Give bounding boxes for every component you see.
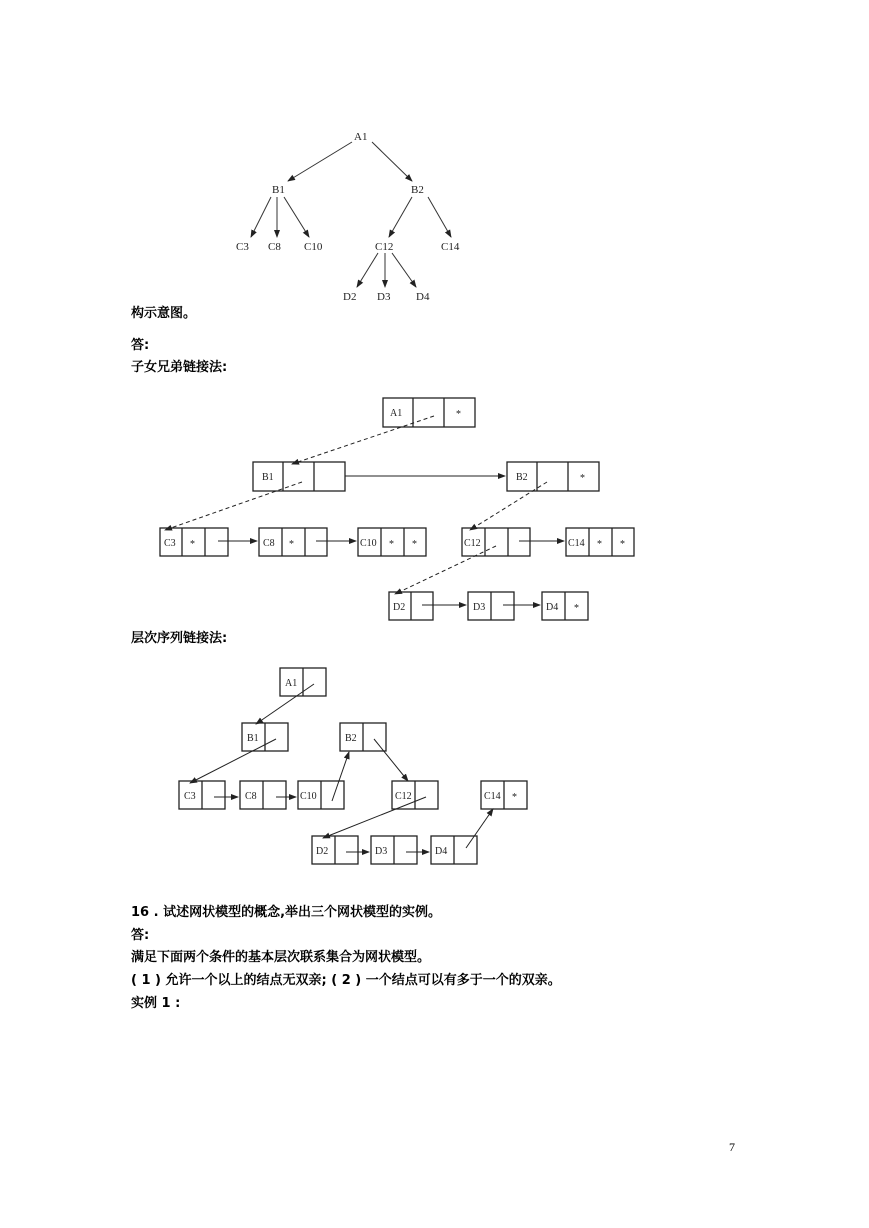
cs-null-mark: * <box>389 539 394 550</box>
network-model-conditions: ( 1 ) 允许一个以上的结点无双亲; ( 2 ) 一个结点可以有多于一个的双亲。 <box>131 973 561 988</box>
answer-label-1: 答: <box>131 338 150 353</box>
hs-link-b2-c12 <box>374 739 408 781</box>
edge-b1-c10 <box>284 197 309 237</box>
hs-label-d3: D3 <box>375 846 388 857</box>
cs-null-mark: * <box>580 473 585 484</box>
tree-node-b2: B2 <box>411 184 424 196</box>
cs-child-link-a1-b1 <box>292 416 434 464</box>
hs-label-c10: C10 <box>300 791 317 802</box>
edge-b2-c12 <box>389 197 412 237</box>
hs-link-b1-c3 <box>190 739 276 783</box>
tree-node-c8: C8 <box>268 241 281 253</box>
tree-node-d3: D3 <box>377 291 391 303</box>
answer-label-2: 答: <box>131 928 150 943</box>
cs-null-mark: * <box>620 539 625 550</box>
tree-node-c12: C12 <box>375 241 394 253</box>
hierarchy-tree-diagram <box>0 0 869 310</box>
edge-c12-d4 <box>392 253 416 287</box>
question-16: 16 . 试述网状模型的概念,举出三个网状模型的实例。 <box>131 905 442 920</box>
cs-null-mark: * <box>289 539 294 550</box>
cs-label-d4: D4 <box>546 602 559 613</box>
hierarchical-sequence-link-diagram <box>0 660 869 870</box>
cs-label-d2: D2 <box>393 602 406 613</box>
edge-c12-d2 <box>357 253 378 287</box>
cs-null-mark: * <box>412 539 417 550</box>
cs-null-mark: * <box>574 603 579 614</box>
method1-title: 子女兄弟链接法: <box>131 360 228 375</box>
hs-label-b2: B2 <box>345 733 357 744</box>
hs-label-a1: A1 <box>285 678 298 689</box>
hs-link-d4-c14 <box>466 809 493 848</box>
cs-label-c12: C12 <box>464 538 481 549</box>
hs-label-d4: D4 <box>435 846 448 857</box>
tree-node-d2: D2 <box>343 291 357 303</box>
hs-null-mark: * <box>512 792 517 803</box>
hs-label-c14: C14 <box>484 791 501 802</box>
edge-b2-c14 <box>428 197 451 237</box>
cs-label-c14: C14 <box>568 538 585 549</box>
edge-b1-c3 <box>251 197 271 237</box>
cs-null-mark: * <box>190 539 195 550</box>
cs-label-d3: D3 <box>473 602 486 613</box>
hs-label-c12: C12 <box>395 791 412 802</box>
hs-label-d2: D2 <box>316 846 329 857</box>
cs-label-b2: B2 <box>516 472 528 483</box>
cs-child-link-b1-c3 <box>165 482 302 530</box>
method2-title: 层次序列链接法: <box>131 631 228 646</box>
cs-label-c10: C10 <box>360 538 377 549</box>
tree-node-c10: C10 <box>304 241 323 253</box>
edge-a1-b1 <box>288 142 352 181</box>
tree-node-c3: C3 <box>236 241 249 253</box>
cs-label-c3: C3 <box>164 538 176 549</box>
tree-node-b1: B1 <box>272 184 285 196</box>
hs-label-c8: C8 <box>245 791 257 802</box>
cs-label-b1: B1 <box>262 472 274 483</box>
tree-node-d4: D4 <box>416 291 430 303</box>
tree-node-a1: A1 <box>354 131 368 143</box>
child-sibling-link-diagram <box>0 390 869 630</box>
cs-null-mark: * <box>456 409 461 420</box>
edge-a1-b2 <box>372 142 412 181</box>
cs-null-mark: * <box>597 539 602 550</box>
page-number: 7 <box>729 1140 735 1154</box>
tree-node-c14: C14 <box>441 241 460 253</box>
network-model-definition: 满足下面两个条件的基本层次联系集合为网状模型。 <box>131 950 431 965</box>
hs-label-b1: B1 <box>247 733 259 744</box>
cs-label-a1: A1 <box>390 408 403 419</box>
cs-label-c8: C8 <box>263 538 275 549</box>
example-1-label: 实例 1 : <box>131 996 181 1011</box>
hs-label-c3: C3 <box>184 791 196 802</box>
diagram-caption: 构示意图。 <box>131 306 197 321</box>
